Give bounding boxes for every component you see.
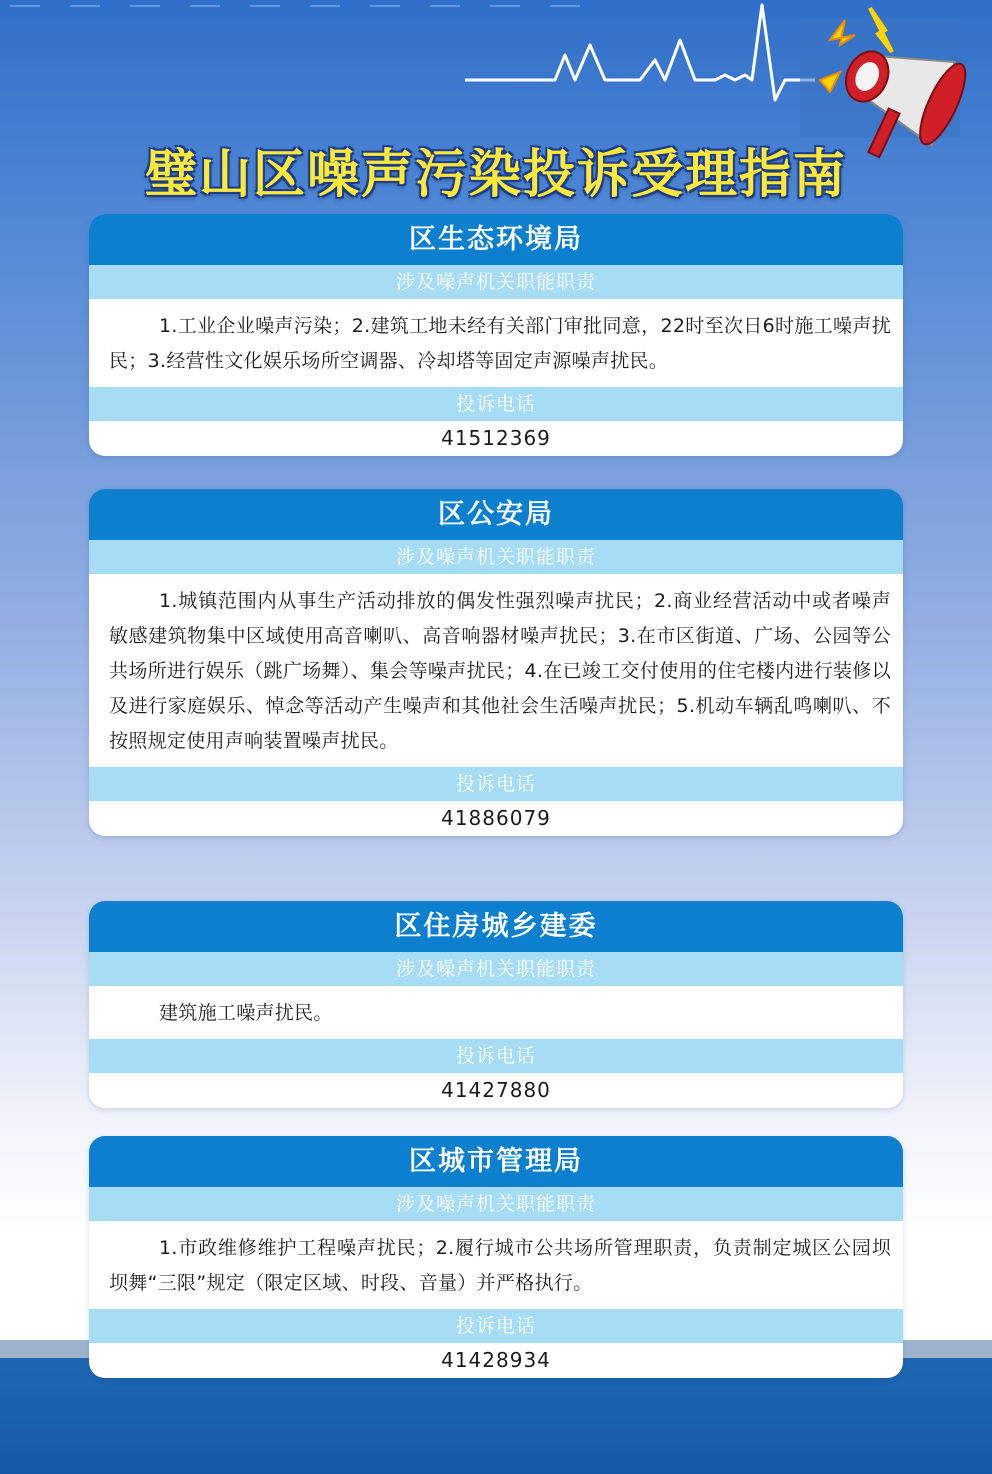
phone-label: 投诉电话 [89,1309,903,1343]
duty-label: 涉及噪声机关职能职责 [89,265,903,299]
duty-label: 涉及噪声机关职能职责 [89,952,903,986]
agency-card-public-security [89,489,903,836]
agency-card-housing-construction [89,901,903,1108]
phone-label: 投诉电话 [89,767,903,801]
page-title: 璧山区噪声污染投诉受理指南 [144,145,847,205]
phone-number[interactable]: 41427880 [441,1078,551,1102]
heartbeat-line-icon [460,0,820,110]
duty-label: 涉及噪声机关职能职责 [89,1187,903,1221]
card-title: 区城市管理局 [89,1136,903,1187]
duty-text: 1.市政维修维护工程噪声扰民；2.履行城市公共场所管理职责，负责制定城区公园坝坝舞“三限”规定（限定区域、时段、音量）并严格执行。 [109,1237,891,1294]
card-title: 区住房城乡建委 [89,901,903,952]
phone-number[interactable]: 41512369 [441,426,551,450]
agency-card-eco-env [89,214,903,456]
duty-text: 建筑施工噪声扰民。 [159,1002,333,1024]
phone-label: 投诉电话 [89,387,903,421]
duty-label: 涉及噪声机关职能职责 [89,540,903,574]
phone-label: 投诉电话 [89,1039,903,1073]
phone-number[interactable]: 41428934 [441,1348,551,1372]
agency-card-urban-management [89,1136,903,1378]
duty-text: 1.工业企业噪声污染；2.建筑工地未经有关部门审批同意，22时至次日6时施工噪声扰民；3.经营性文化娱乐场所空调器、冷却塔等固定声源噪声扰民。 [109,315,891,372]
duty-text: 1.城镇范围内从事生产活动排放的偶发性强烈噪声扰民；2.商业经营活动中或者噪声敏感建筑物集中区域使用高音喇叭、高音响器材噪声扰民；3.在市区街道、广场、公园等公共场所进行娱乐（跳广场舞）、集会等噪声扰民；4.在已竣工交付使用的住宅楼内进行装修以及进行家庭娱乐、悼念等活动产生噪声和其他社会生活噪声扰民；5.机动车辆乱鸣喇叭、不按照规定使用声响装置噪声扰民。 [109,590,891,752]
card-title: 区公安局 [89,489,903,540]
phone-number[interactable]: 41886079 [441,806,551,830]
card-title: 区生态环境局 [89,214,903,265]
